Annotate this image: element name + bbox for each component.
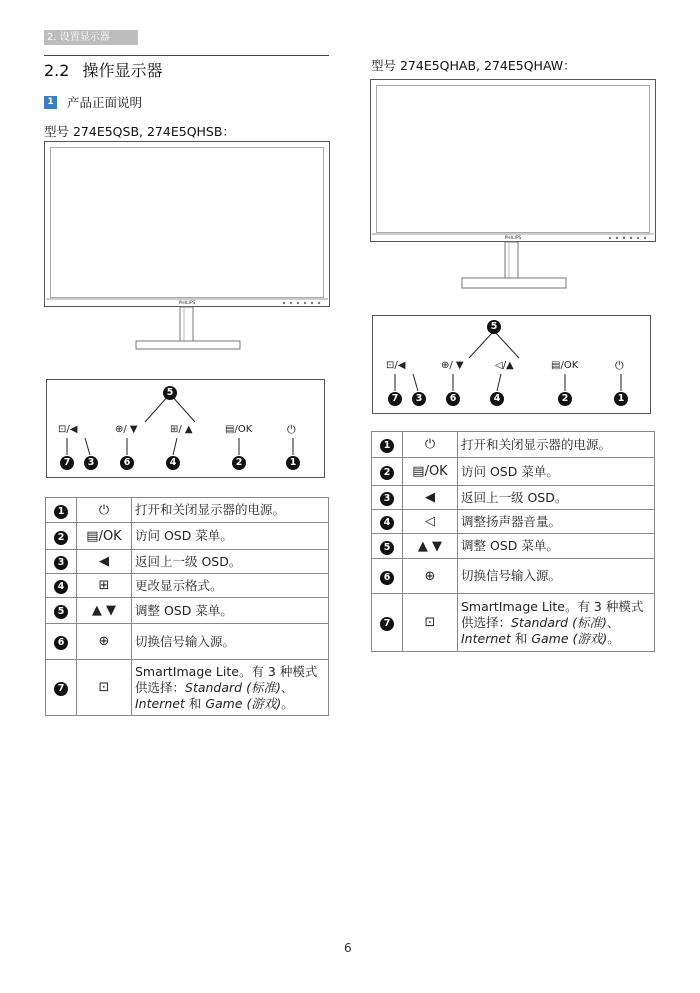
callout-4: 4 xyxy=(166,456,180,470)
callout-3: 3 xyxy=(84,456,98,470)
right-key-table xyxy=(371,431,655,652)
row-number: 6 xyxy=(54,636,68,650)
section-title: 操作显示器 xyxy=(82,61,163,80)
row-number: 4 xyxy=(380,516,394,530)
row-number: 4 xyxy=(54,580,68,594)
table-row xyxy=(46,660,329,716)
row-number: 2 xyxy=(380,466,394,480)
table-row xyxy=(372,486,655,510)
left-monitor-illustration xyxy=(44,141,330,361)
power-icon: ⏻ xyxy=(403,432,458,458)
btn-label-smartimage: ⊡/◀ xyxy=(386,360,406,371)
table-row xyxy=(46,624,329,660)
row-number: 7 xyxy=(54,682,68,696)
btn-label-volume: ◁/▲ xyxy=(495,360,514,371)
btn-label-smartimage: ⊡/◀ xyxy=(58,424,78,435)
callout-2: 2 xyxy=(558,392,572,406)
callout-3: 3 xyxy=(412,392,426,406)
row-description: 打开和关闭显示器的电源。 xyxy=(458,432,655,458)
menu-ok-icon: ▤/OK xyxy=(77,523,132,550)
row-description: 返回上一级 OSD。 xyxy=(132,550,329,574)
row-description: 访问 OSD 菜单。 xyxy=(458,458,655,486)
brand-logo: PHILIPS xyxy=(178,301,196,306)
row-number: 5 xyxy=(380,541,394,555)
subsection-badge: 1 xyxy=(44,96,57,109)
btn-label-format: ⊞/ ▲ xyxy=(170,424,193,435)
table-row xyxy=(46,550,329,574)
table-row xyxy=(372,594,655,652)
section-number: 2.2 xyxy=(44,61,70,80)
section-chip: 2. 设置显示器 xyxy=(44,30,138,45)
row-description: SmartImage Lite。有 3 种模式供选择：Standard (标准)、Internet 和 Game (游戏)。 xyxy=(458,594,655,652)
row-number: 2 xyxy=(54,531,68,545)
row-number: 3 xyxy=(380,492,394,506)
section-heading xyxy=(44,58,163,81)
row-description: 调整 OSD 菜单。 xyxy=(458,534,655,559)
row-number: 6 xyxy=(380,571,394,585)
callout-6: 6 xyxy=(120,456,134,470)
callout-7: 7 xyxy=(60,456,74,470)
menu-ok-icon: ▤/OK xyxy=(403,458,458,486)
row-number: 3 xyxy=(54,556,68,570)
callout-5: 5 xyxy=(163,386,177,400)
btn-label-menu: ▤/OK xyxy=(225,424,253,435)
row-description: 访问 OSD 菜单。 xyxy=(132,523,329,550)
table-row xyxy=(372,432,655,458)
row-description: 更改显示格式。 xyxy=(132,574,329,598)
table-row xyxy=(46,598,329,624)
smartimage-icon: ⊡ xyxy=(403,594,458,652)
back-arrow-icon: ◀ xyxy=(403,486,458,510)
row-number: 1 xyxy=(54,505,68,519)
row-number: 5 xyxy=(54,605,68,619)
left-button-panel xyxy=(46,379,325,478)
callout-1: 1 xyxy=(286,456,300,470)
btn-label-input: ⊕/ ▼ xyxy=(115,424,138,435)
callout-2: 2 xyxy=(232,456,246,470)
row-description: 切换信号输入源。 xyxy=(458,559,655,594)
callout-5: 5 xyxy=(487,320,501,334)
row-description: 返回上一级 OSD。 xyxy=(458,486,655,510)
up-down-arrows-icon: ▲ ▼ xyxy=(77,598,132,624)
speaker-icon: ◁ xyxy=(403,510,458,534)
table-row xyxy=(372,534,655,559)
power-icon: ⏻ xyxy=(77,498,132,523)
left-model-label: 型号 274E5QSB, 274E5QHSB： xyxy=(44,124,235,139)
row-number: 7 xyxy=(380,617,394,631)
right-monitor-illustration xyxy=(370,79,656,294)
power-icon: ⏻ xyxy=(615,359,624,372)
power-icon: ⏻ xyxy=(287,423,296,436)
callout-4: 4 xyxy=(490,392,504,406)
table-row xyxy=(372,510,655,534)
section-rule xyxy=(44,55,329,56)
left-key-table xyxy=(45,497,329,716)
btn-label-menu: ▤/OK xyxy=(551,360,579,371)
btn-label-input: ⊕/ ▼ xyxy=(441,360,464,371)
row-number: 1 xyxy=(380,439,394,453)
right-button-panel xyxy=(372,315,651,414)
row-description: 打开和关闭显示器的电源。 xyxy=(132,498,329,523)
smartimage-icon: ⊡ xyxy=(77,660,132,716)
row-description: 调整扬声器音量。 xyxy=(458,510,655,534)
input-source-icon: ⊕ xyxy=(77,624,132,660)
callout-1: 1 xyxy=(614,392,628,406)
input-source-icon: ⊕ xyxy=(403,559,458,594)
subsection-heading xyxy=(44,93,142,111)
table-row xyxy=(372,559,655,594)
back-arrow-icon: ◀ xyxy=(77,550,132,574)
right-model-label: 型号 274E5QHAB, 274E5QHAW： xyxy=(371,58,576,73)
table-row xyxy=(46,523,329,550)
callout-7: 7 xyxy=(388,392,402,406)
format-icon: ⊞ xyxy=(77,574,132,598)
table-row xyxy=(46,574,329,598)
row-description: SmartImage Lite。有 3 种模式供选择：Standard (标准)、Internet 和 Game (游戏)。 xyxy=(132,660,329,716)
svg-text:PHILIPS: PHILIPS xyxy=(504,236,522,241)
up-down-arrows-icon: ▲ ▼ xyxy=(403,534,458,559)
row-description: 切换信号输入源。 xyxy=(132,624,329,660)
page-number: 6 xyxy=(344,941,352,955)
callout-6: 6 xyxy=(446,392,460,406)
subsection-title: 产品正面说明 xyxy=(67,95,143,110)
row-description: 调整 OSD 菜单。 xyxy=(132,598,329,624)
table-row xyxy=(372,458,655,486)
table-row xyxy=(46,498,329,523)
